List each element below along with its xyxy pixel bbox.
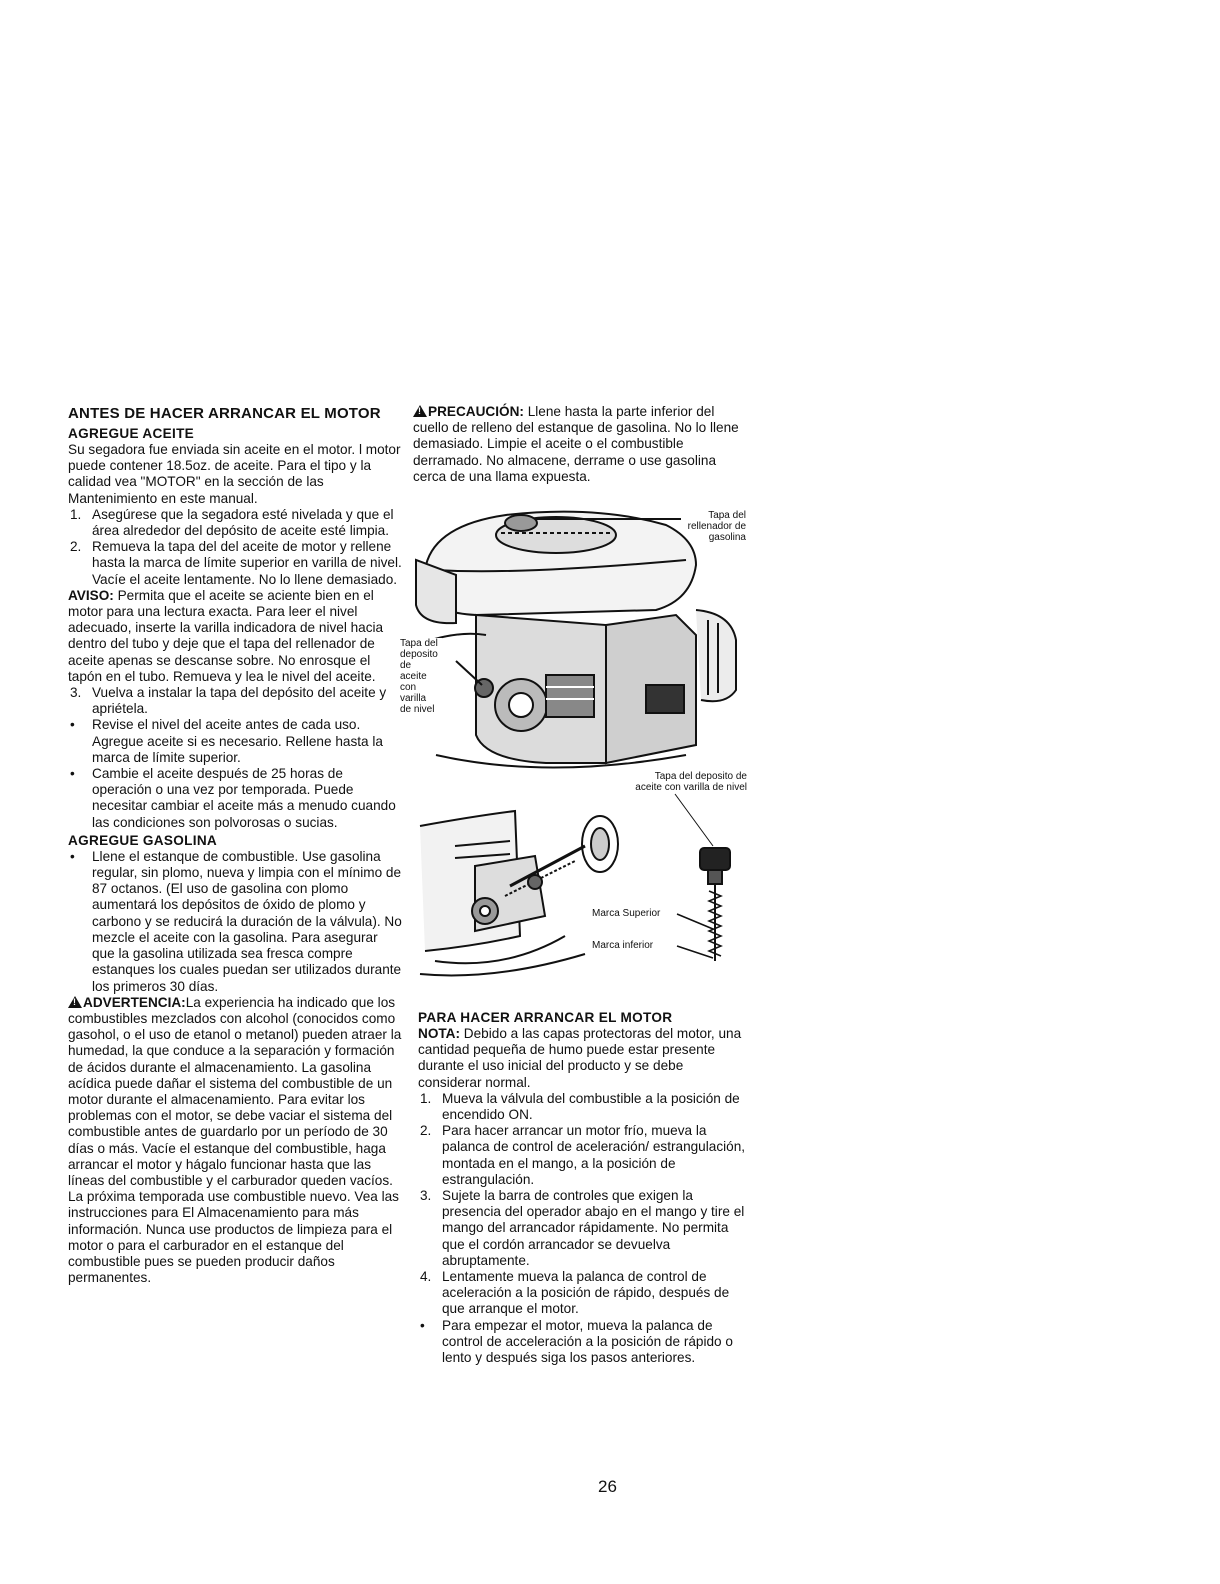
dipstick-drawing [415, 786, 747, 986]
label-line: varilla [400, 693, 427, 704]
label-line: gasolina [708, 532, 746, 543]
step-number: 1. [70, 506, 82, 522]
step-number: 2. [70, 539, 82, 555]
label-line: con [400, 682, 417, 693]
label-line: Tapa del [708, 510, 746, 521]
warning-paragraph [68, 995, 403, 1287]
step-text: Sujete la barra de controles que exigen la presencia del operador abajo en el mango y tire el mango del arrancador rápidamente. No permita que el cordón arrancador se devuelva abruptamente. [442, 1188, 745, 1268]
label-dipstick-cap [635, 771, 747, 793]
step-text: Mueva la válvula del combustible a la posición de encendido ON. [442, 1090, 740, 1123]
step-number: 3. [420, 1188, 432, 1204]
label-line: Tapa del [400, 638, 438, 649]
subheading-add-oil: AGREGUE ACEITE [68, 426, 195, 441]
list-item [418, 1269, 748, 1318]
warning-triangle-icon [413, 405, 427, 417]
nota-paragraph [418, 1026, 748, 1091]
step-number: 3. [70, 685, 82, 701]
list-item [418, 1318, 748, 1367]
step-text: Remueva la tapa del del aceite de motor y rellene hasta la marca de límite superior en varilla de nivel. Vacíe el aceite lentamente. No lo llene demasiado. [92, 539, 402, 587]
label-line: rellenador de [687, 521, 746, 532]
right-column-lower [418, 1008, 748, 1366]
dipstick-illustration [415, 771, 747, 986]
list-item [68, 507, 403, 539]
aviso-text: Permita que el aceite se aciente bien en el motor para una lectura exacta. Para leer el nivel adecuado, inserte la varilla indicadora de nivel hacia dentro del tubo y deje que el tapa del rellenador de aceite apenas se descanse sobre. No enrosque el tapón en el tubo. Remueva y lea le nivel del aceite. [68, 587, 384, 684]
label-oil-cap [400, 638, 442, 715]
oil-bullets-list [68, 717, 403, 830]
subheading-add-gas: AGREGUE GASOLINA [68, 832, 218, 848]
label-line: aceite [400, 671, 427, 682]
oil-steps-list [68, 507, 403, 588]
warning-label: ADVERTENCIA: [83, 994, 186, 1010]
engine-illustration [396, 505, 746, 775]
label-line: de nivel [400, 704, 435, 715]
step-text: Para hacer arrancar un motor frío, mueva la palanca de control de aceleración/ estrangulación, montada en el mango, a la posición de estrangulación. [442, 1123, 746, 1187]
bullet-text: Llene el estanque de combustible. Use gasolina regular, sin plomo, nueva y limpia con el mínimo de 87 octanos. (El uso de gasolina con plomo aumentará los depósitos de óxido de plomo y carbono y se reducirá la duración de la válvula). No mezcle el aceite con la gasolina. Para asegurar que la gasolina utilizada sea fresca compre estanques los cuales puedan ser utilizados durante los primeros 30 días. [92, 848, 402, 994]
bullet-icon: • [70, 766, 75, 782]
list-item [418, 1188, 748, 1269]
aviso-paragraph [68, 588, 403, 685]
bullet-icon: • [420, 1317, 425, 1333]
nota-label: NOTA: [418, 1026, 461, 1041]
bullet-icon: • [70, 848, 75, 864]
caution-text: Llene hasta la parte inferior del cuello de relleno del estanque de gasolina. No lo llene demasiado. Limpie el aceite o el combustible derramado. No almacene, derrame o use gasolina cerca de una llama expuesta. [413, 404, 739, 484]
page-number: 26 [598, 1477, 617, 1496]
engine-drawing [396, 505, 746, 775]
label-upper-mark: Marca Superior [592, 908, 661, 919]
start-bullets-list [418, 1318, 748, 1367]
list-item [418, 1091, 748, 1123]
label-fuel-cap [666, 510, 746, 543]
label-line: aceite con varilla de nivel [635, 782, 747, 793]
start-steps-list [418, 1091, 748, 1318]
list-item [68, 766, 403, 831]
list-item [68, 717, 403, 766]
list-item [68, 685, 403, 717]
label-lower-mark: Marca inferior [592, 940, 654, 951]
step-text: Vuelva a instalar la tapa del depósito del aceite y apriétela. [92, 685, 387, 717]
caution-label: PRECAUCIÓN: [428, 404, 524, 419]
step-number: 2. [420, 1123, 432, 1139]
step-text: Lentamente mueva la palanca de control de aceleración a la posición de rápido, después de que arranque el motor. [442, 1269, 730, 1317]
section-heading-before-starting: ANTES DE HACER ARRANCAR EL MOTOR [68, 405, 381, 422]
nota-text: Debido a las capas protectoras del motor, una cantidad pequeña de humo puede estar presente durante el uso inicial del producto y se debe considerar normal. [418, 1026, 742, 1090]
step-text: Asegúrese que la segadora esté nivelada y que el área alrededor del depósito de aceite esté limpia. [92, 506, 394, 539]
gas-bullets-list [68, 849, 403, 995]
list-item [68, 849, 403, 995]
label-line: de [400, 660, 412, 671]
list-item [68, 539, 403, 588]
bullet-text: Revise el nivel del aceite antes de cada uso. Agregue aceite si es necesario. Rellene hasta la marca de límite superior. [92, 717, 383, 765]
step-number: 1. [420, 1090, 432, 1106]
left-column [68, 406, 403, 1286]
step-number: 4. [420, 1269, 432, 1285]
oil-intro-paragraph: Su segadora fue enviada sin aceite en el motor. l motor puede contener 18.5oz. de aceite. Para el tipo y la calidad vea "MOTOR" en la sección de las Mantenimiento en este manual. [68, 442, 401, 506]
list-item [418, 1123, 748, 1188]
label-line: Tapa del deposito de [654, 771, 747, 782]
bullet-icon: • [70, 717, 75, 733]
warning-text: La experiencia ha indicado que los combustibles mezclados con alcohol (conocidos como gasohol, o el uso de etanol o metanol) pueden atraer la humedad, la que conduce a la separación y formación de ácidos durante el almacenamiento. La gasolina acídica puede dañar el sistema del combustible de un motor durante el almacenamiento. Para evitar los problemas con el motor, se debe vaciar el sistema del combustible antes de guardarlo por un período de 30 días o más. Vacíe el estanque del combustible, haga arrancar el motor y hágalo funcionar hasta que las líneas del combustible y el carburador queden vacíos. La próxima temporada use combustible nuevo. Vea las instrucciones para El Almacenamiento para más información. Nunca use productos de limpieza para el motor o para el carburador en el estanque del combustible pues se pueden producir daños permanentes. [68, 994, 402, 1286]
bullet-text: Cambie el aceite después de 25 horas de operación o una vez por temporada. Puede necesitar cambiar el aceite más a menudo cuando las condiciones son polvorosas o sucias. [92, 766, 396, 830]
warning-triangle-icon [68, 996, 82, 1008]
caution-paragraph [413, 404, 748, 485]
right-column [413, 404, 748, 485]
bullet-text: Para empezar el motor, mueva la palanca de control de acceleración a la posición de rápido o lento y después siga los pasos anteriores. [442, 1317, 733, 1366]
subheading-start-engine: PARA HACER ARRANCAR EL MOTOR [418, 1010, 673, 1025]
label-line: deposito [400, 649, 438, 660]
aviso-label: AVISO: [68, 587, 114, 603]
